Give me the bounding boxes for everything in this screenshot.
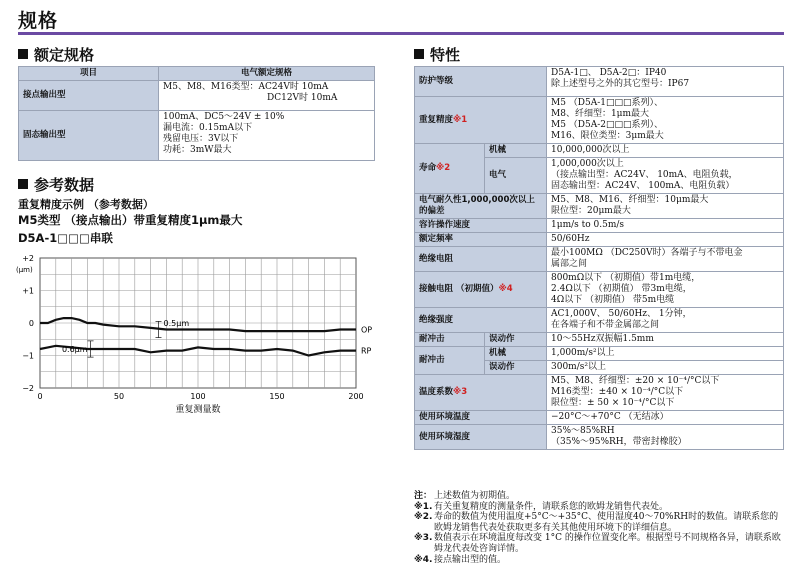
- footnote-mark: ※4: [498, 284, 513, 294]
- sub-label: 误动作: [485, 361, 547, 375]
- footnote: ※4. 接点输出型的值。: [414, 554, 507, 565]
- series-op-label: OP: [361, 325, 373, 335]
- table-row: [415, 411, 784, 425]
- row-label: 绝缘强度: [415, 308, 547, 333]
- row-label: 重复精度※1: [415, 97, 547, 144]
- rated-spec-table: [18, 66, 375, 161]
- row-label: 绝缘电阻: [415, 247, 547, 272]
- table-row: [415, 247, 784, 272]
- sub-label: 机械: [485, 347, 547, 361]
- table-row: [415, 144, 784, 158]
- row-label: 额定频率: [415, 233, 547, 247]
- footnotes: [414, 491, 784, 565]
- row-label: 容许操作速度: [415, 219, 547, 233]
- sub-label: 电气: [485, 158, 547, 194]
- y-axis-unit: (μm): [16, 266, 33, 274]
- row-value: 1μm/s to 0.5m/s: [547, 219, 784, 233]
- x-tick-label: 0: [37, 392, 43, 401]
- x-axis-label: 重复测量数: [175, 405, 221, 415]
- row-label: 使用环境温度: [415, 411, 547, 425]
- row-value: 10,000,000次以上: [547, 144, 784, 158]
- row-value: M5 （D5A-1□□□系列）、 M8、纤细型：1μm最大 M5 （D5A-2□□□系列）、 M16、限位类型：3μm最大: [547, 97, 784, 144]
- row-label: 耐冲击: [415, 333, 485, 347]
- x-tick-label: 150: [269, 392, 285, 401]
- row-value: 10～55Hz双振幅1.5mm: [547, 333, 784, 347]
- row-label: 防护等级: [415, 67, 547, 97]
- footnote: 注： 上述数值为初期值。: [414, 491, 516, 501]
- row-value: 300m/s²以上: [547, 361, 784, 375]
- rated-section-title: 额定规格: [18, 44, 94, 65]
- x-tick-label: 200: [348, 392, 364, 401]
- title-rule: [18, 32, 784, 35]
- table-row: [415, 425, 784, 450]
- row-value: −20°C～+70°C （无结冰）: [547, 411, 784, 425]
- series-rp-label: RP: [361, 346, 372, 356]
- y-tick-label: 0: [28, 319, 34, 328]
- row-value: M5、M8、纤细型：±20 × 10⁻⁴/°C以下 M16类型：±40 × 10⁻⁴/°C以下 限位型：± 50 × 10⁻⁴/°C以下: [547, 375, 784, 411]
- row-value: D5A-1□、 D5A-2□：IP40 除上述型号之外的其它型号：IP67: [547, 67, 784, 97]
- row-value: 100mA、DC5～24V ± 10% 漏电流：0.15mA以下 残留电压：3V以下 功耗：3mW最大: [159, 111, 375, 161]
- x-tick-label: 100: [190, 392, 206, 401]
- reference-subtitle-3: D5A-1□□□串联: [18, 231, 113, 245]
- row-value: 1,000m/s²以上: [547, 347, 784, 361]
- footnote: ※1. 有关重复精度的测量条件，请联系您的欧姆龙销售代表处。: [414, 501, 669, 512]
- characteristics-section-title: 特性: [414, 44, 460, 65]
- table-row: [415, 347, 784, 361]
- page-title: 规格: [18, 10, 59, 32]
- x-tick-label: 50: [113, 392, 125, 401]
- row-value: 50/60Hz: [547, 233, 784, 247]
- y-tick-label: −1: [22, 351, 34, 361]
- row-label: 接触电阻 （初期值）※4: [415, 272, 547, 308]
- reference-section-title: 参考数据: [18, 174, 94, 195]
- sub-label: 机械: [485, 144, 547, 158]
- header-spec: 电气额定规格: [159, 67, 375, 81]
- header-item: 项目: [19, 67, 159, 81]
- footnote-mark: ※1: [453, 114, 468, 125]
- row-label: 使用环境湿度: [415, 425, 547, 450]
- footnote: ※3. 数值表示在环境温度每改变 1°C 的操作位置变化率。根据型号不同规格各异，请联系欧姆龙代表处咨询详情。: [414, 533, 781, 554]
- row-value: 最小100MΩ （DC250V时）各端子与不带电金 属部之间: [547, 247, 784, 272]
- row-value: M5、M8、M16类型：AC24V时 10mA DC12V时 10mA: [159, 81, 375, 111]
- square-bullet-icon: [18, 179, 28, 189]
- table-row: [415, 308, 784, 333]
- row-label: 电气耐久性1,000,000次以上的偏差: [415, 194, 547, 219]
- annotation-label: 0.5μm: [163, 319, 190, 328]
- sub-label: 误动作: [485, 333, 547, 347]
- y-tick-label: +2: [22, 254, 34, 263]
- row-value: 1,000,000次以上 （接点输出型：AC24V、 10mA、电阻负载， 固态输出型：AC24V、 100mA、电阻负载）: [547, 158, 784, 194]
- footnote-mark: ※3: [453, 387, 468, 397]
- row-value: M5、M8、M16、纤细型：10μm最大 限位型：20μm最大: [547, 194, 784, 219]
- table-row: [19, 81, 375, 111]
- reference-subtitle-1: 重复精度示例 （参考数据）: [18, 198, 154, 211]
- row-label: 固态输出型: [19, 111, 159, 161]
- table-row: [415, 67, 784, 97]
- table-row: [19, 111, 375, 161]
- footnote: ※2. 寿命的数值为使用温度+5°C～+35°C、使用湿度40～70%RH时的数值。请联系您的欧姆龙销售代表处获取更多有关其他使用环境下的详细信息。: [414, 512, 779, 533]
- annotation-label: 0.6μm: [61, 345, 88, 354]
- row-label: 寿命※2: [415, 144, 485, 194]
- footnote-mark: ※2: [436, 163, 451, 173]
- y-tick-label: −2: [22, 384, 34, 393]
- table-row: [415, 233, 784, 247]
- table-row: [415, 194, 784, 219]
- table-row: [19, 67, 375, 81]
- square-bullet-icon: [18, 49, 28, 59]
- repeat-accuracy-chart: [14, 246, 392, 424]
- characteristics-table: [414, 66, 784, 450]
- table-row: [415, 272, 784, 308]
- row-label: 温度系数※3: [415, 375, 547, 411]
- row-label: 耐冲击: [415, 347, 485, 375]
- table-row: [415, 375, 784, 411]
- y-tick-label: +1: [22, 286, 34, 296]
- row-value: 800mΩ以下 （初期值）带1m电缆， 2.4Ω以下 （初期值） 带3m电缆， 4Ω以下 （初期值） 带5m电缆: [547, 272, 784, 308]
- table-row: [415, 219, 784, 233]
- table-row: [415, 97, 784, 144]
- row-value: AC1,000V、 50/60Hz、 1分钟， 在各端子和不带金属部之间: [547, 308, 784, 333]
- reference-subtitle-2: M5类型 （接点输出）带重复精度1μm最大: [18, 213, 243, 227]
- square-bullet-icon: [414, 49, 424, 59]
- row-value: 35%～85%RH （35%～95%RH，带密封橡胶）: [547, 425, 784, 450]
- table-row: [415, 333, 784, 347]
- row-label: 接点输出型: [19, 81, 159, 111]
